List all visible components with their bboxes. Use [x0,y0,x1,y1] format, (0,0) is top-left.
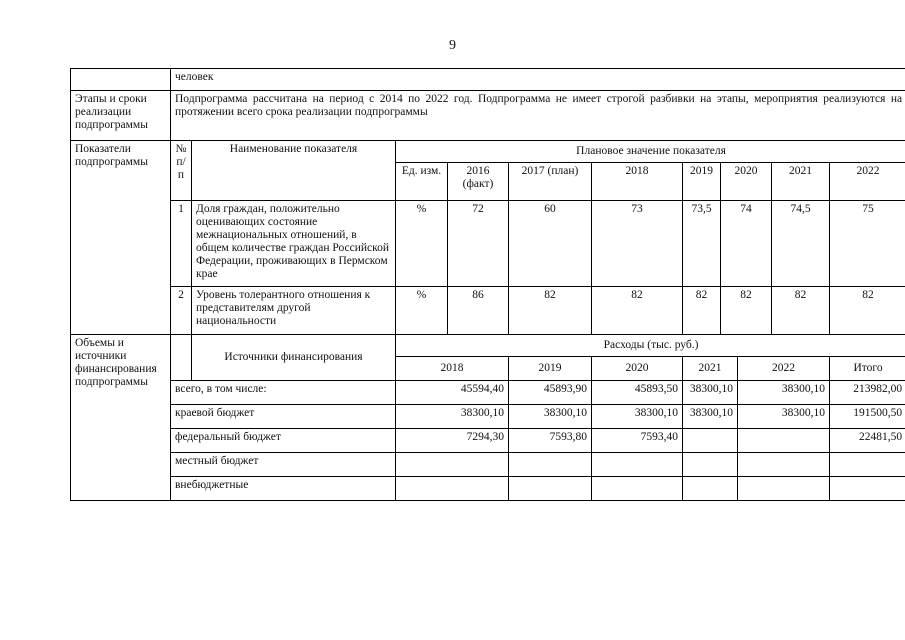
num-header: № п/п [171,141,192,201]
financing-value: 7593,80 [509,429,592,453]
indicator-value: 82 [683,287,721,335]
unit-row-text: человек [171,69,905,91]
financing-value [509,477,592,501]
year-header: 2022 [830,163,905,201]
financing-source-name: внебюджетные [171,477,396,501]
financing-value: 45893,50 [592,381,683,405]
financing-total: 213982,00 [830,381,905,405]
financing-source-name: федеральный бюджет [171,429,396,453]
indicator-row [71,287,905,335]
financing-total [830,453,905,477]
year-header: 2019 [683,163,721,201]
financing-value [396,453,509,477]
year-header: 2018 [396,357,509,381]
indicator-value: 74,5 [772,201,830,287]
financing-source-name: краевой бюджет [171,405,396,429]
financing-total: 191500,50 [830,405,905,429]
financing-value: 38300,10 [396,405,509,429]
stages-text: Подпрограмма рассчитана на период с 2014 по 2022 год. Подпрограмма не имеет строгой разбивки на этапы, мероприятия реализуются на протяжении всего срока реализации подпрограммы [171,91,905,141]
indicator-value: 86 [448,287,509,335]
indicator-name: Доля граждан, положительно оценивающих состояние межнациональных отношений, в общем количестве граждан Российской Федерации, проживающих в Пермском крае [192,201,396,287]
indicator-value: 82 [592,287,683,335]
financing-total [830,477,905,501]
indicator-num: 2 [171,287,192,335]
financing-value [738,429,830,453]
name-header: Наименование показателя [192,141,396,201]
total-header: Итого [830,357,905,381]
financing-header-row [71,335,905,357]
financing-value: 38300,10 [683,381,738,405]
year-header: 2022 [738,357,830,381]
financing-row [71,381,905,405]
financing-value [396,477,509,501]
year-header: 2019 [509,357,592,381]
indicator-value: 74 [721,201,772,287]
financing-value [683,429,738,453]
financing-row [71,477,905,501]
page-number: 9 [449,38,456,53]
financing-value: 45594,40 [396,381,509,405]
financing-value [683,477,738,501]
indicator-value: 72 [448,201,509,287]
year-header: 2020 [592,357,683,381]
financing-value: 38300,10 [509,405,592,429]
indicator-value: 82 [830,287,905,335]
year-header: 2018 [592,163,683,201]
financing-source-name: всего, в том числе: [171,381,396,405]
year-header: 2017 (план) [509,163,592,201]
year-header: 2016 (факт) [448,163,509,201]
financing-value: 45893,90 [509,381,592,405]
plan-header: Плановое значение показателя [396,141,905,163]
financing-total: 22481,50 [830,429,905,453]
indicator-num: 1 [171,201,192,287]
indicator-row [71,201,905,287]
financing-row [71,405,905,429]
expenses-header: Расходы (тыс. руб.) [396,335,905,357]
subprogram-passport-table [70,68,905,501]
sources-header: Источники финансирования [192,335,396,381]
stages-row [71,91,905,141]
financing-value: 38300,10 [738,405,830,429]
financing-value: 38300,10 [592,405,683,429]
financing-value: 38300,10 [738,381,830,405]
financing-spacer-cell [171,335,192,381]
financing-value: 7294,30 [396,429,509,453]
indicators-label: Показатели подпрограммы [71,141,171,335]
financing-value [683,453,738,477]
financing-row [71,429,905,453]
financing-value [738,453,830,477]
financing-value [592,477,683,501]
indicator-value: 82 [721,287,772,335]
financing-value: 7593,40 [592,429,683,453]
unit-header: Ед. изм. [396,163,448,201]
indicator-value: 73 [592,201,683,287]
indicator-value: 82 [772,287,830,335]
indicators-header-row [71,141,905,163]
indicator-value: 82 [509,287,592,335]
stages-label: Этапы и сроки реализации подпрограммы [71,91,171,141]
financing-value: 38300,10 [683,405,738,429]
financing-value [592,453,683,477]
year-header: 2021 [772,163,830,201]
year-header: 2020 [721,163,772,201]
unit-row-label-cell [71,69,171,91]
year-header: 2021 [683,357,738,381]
financing-value [738,477,830,501]
indicator-unit: % [396,287,448,335]
financing-label: Объемы и источники финансирования подпрограммы [71,335,171,501]
indicator-value: 75 [830,201,905,287]
unit-row [71,69,905,91]
indicator-unit: % [396,201,448,287]
indicator-name: Уровень толерантного отношения к представителям другой национальности [192,287,396,335]
financing-source-name: местный бюджет [171,453,396,477]
indicator-value: 60 [509,201,592,287]
financing-value [509,453,592,477]
financing-row [71,453,905,477]
indicator-value: 73,5 [683,201,721,287]
